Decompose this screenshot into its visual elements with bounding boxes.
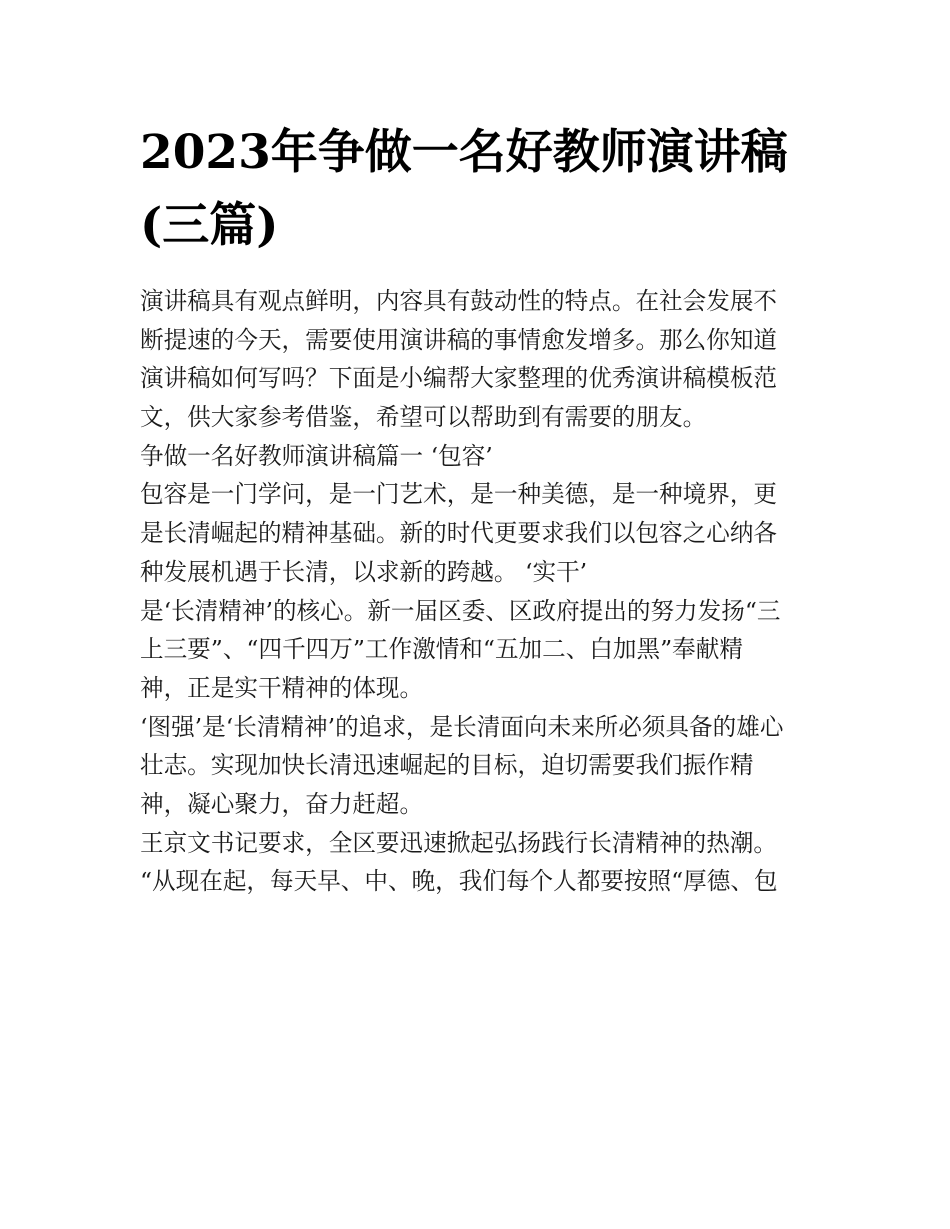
body-line: 包容是一门学问，是一门艺术，是一种美德，是一种境界，更 [140, 480, 778, 509]
body-line: 演讲稿具有观点鲜明，内容具有鼓动性的特点。在社会发展不 [140, 287, 778, 315]
body-line: 是长清崛起的精神基础。新的时代更要求我们以包容之心纳各 [140, 519, 778, 548]
body-line: 上三要”、“四千四万”工作激情和“五加二、白加黑”奉献精 [140, 635, 743, 664]
title-line: (三篇) [140, 198, 279, 253]
body-line: 王京文书记要求，全区要迅速掀起弘扬践行长清精神的热潮。 [140, 828, 778, 857]
body-line: 壮志。实现加快长清迅速崛起的目标，迫切需要我们振作精 [140, 751, 754, 780]
section-heading: 争做一名好教师演讲稿篇一 ‘包容’ [140, 441, 493, 470]
document-title [140, 118, 840, 261]
title-line: 2023年争做一名好教师演讲稿 [140, 125, 788, 180]
document-body [140, 282, 820, 901]
body-line: 断提速的今天，需要使用演讲稿的事情愈发增多。那么你知道 [140, 325, 778, 354]
body-line: ‘图强’是‘长清精神’的追求，是长清面向未来所必须具备的雄心 [140, 712, 784, 741]
body-line: 演讲稿如何写吗？下面是小编帮大家整理的优秀演讲稿模板范 [140, 364, 778, 393]
body-line: 文，供大家参考借鉴，希望可以帮助到有需要的朋友。 [140, 403, 707, 432]
body-line: 是‘长清精神’的核心。新一届区委、区政府提出的努力发扬“三 [140, 596, 781, 625]
body-line: 神，正是实干精神的体现。 [140, 673, 424, 702]
body-line: 神，凝心聚力，奋力赶超。 [140, 789, 424, 818]
body-line: 种发展机遇于长清，以求新的跨越。 ‘实干’ [140, 557, 588, 586]
body-line: “从现在起，每天早、中、晚，我们每个人都要按照“厚德、包 [140, 867, 778, 896]
